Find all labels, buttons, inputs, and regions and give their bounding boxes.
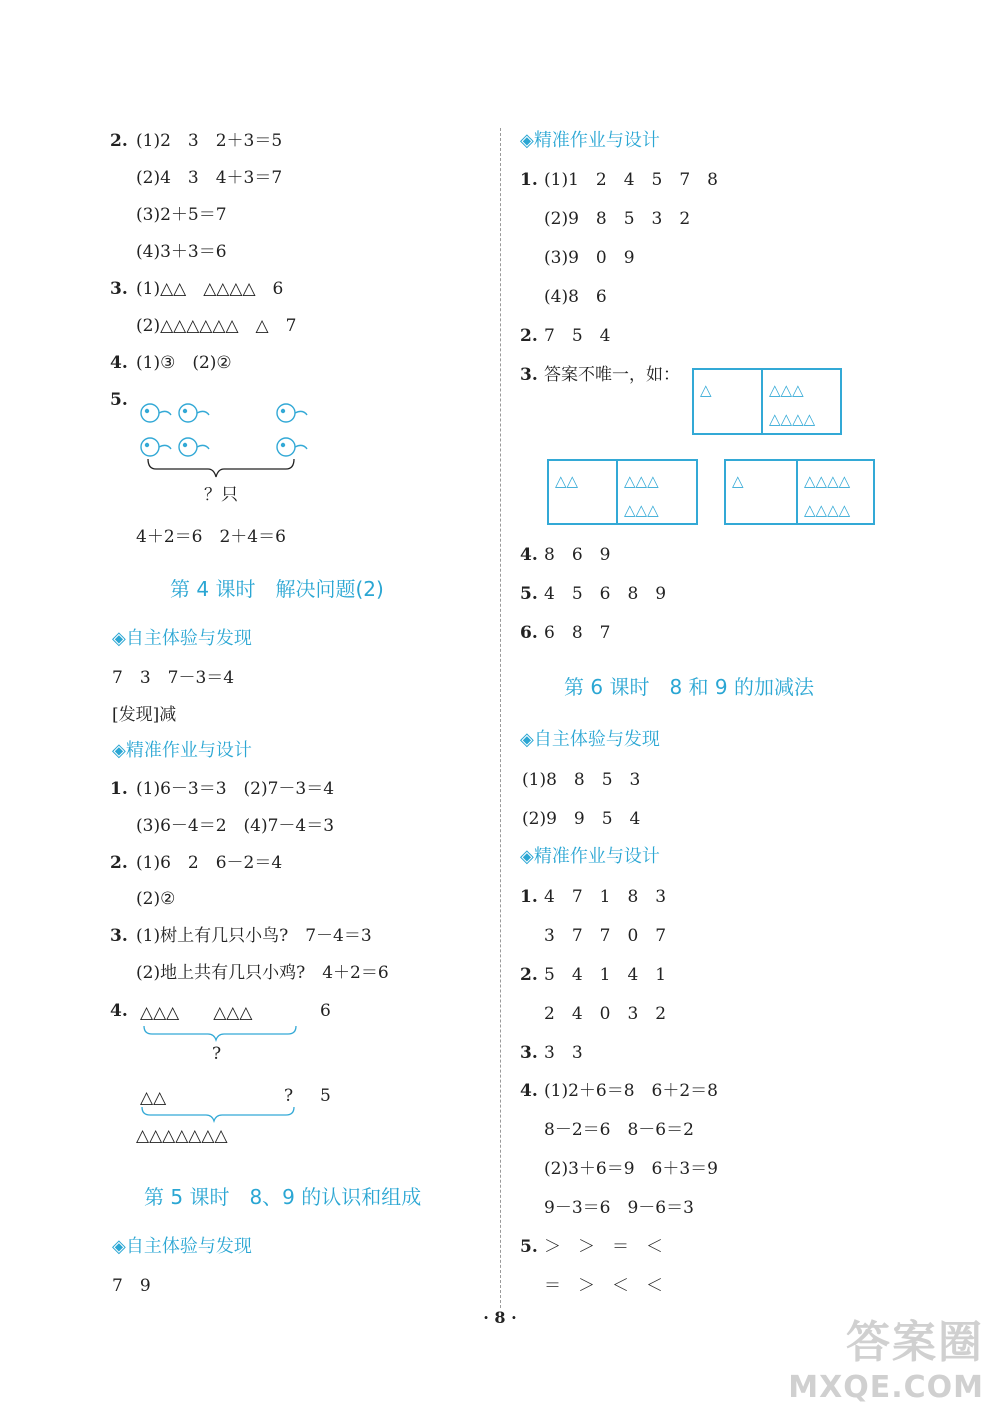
- question-number: 2.: [110, 853, 128, 873]
- triangle-box: [724, 459, 875, 525]
- answer-line: (1)2＋6＝8 6＋2＝8: [544, 1081, 718, 1101]
- answer-value: 5: [320, 1086, 331, 1106]
- answer-line: (2)②: [136, 889, 176, 909]
- answer-line: (1)③ (2)②: [136, 353, 232, 373]
- answer-line: 5 4 1 4 1: [544, 965, 667, 985]
- box-right-cell: △△△ △△△: [624, 472, 659, 519]
- triangle-row: △△△ △△△: [140, 1003, 253, 1023]
- question-number: 4.: [520, 545, 538, 565]
- answer-line: 7 9: [112, 1276, 151, 1296]
- answer-line: 7 5 4: [544, 326, 611, 346]
- answer-line: (2)地上共有几只小鸡? 4＋2＝6: [136, 963, 389, 983]
- question-number: 1.: [110, 779, 128, 799]
- answer-line: 2 4 0 3 2: [544, 1004, 667, 1024]
- question-number: 2.: [520, 326, 538, 346]
- question-number: 6.: [520, 623, 538, 643]
- tadpole-icon: [179, 404, 209, 422]
- triangle-box: [692, 368, 842, 435]
- question-number: 3.: [110, 926, 128, 946]
- answer-line: 4 7 1 8 3: [544, 887, 667, 907]
- triangle-row: △△: [140, 1088, 167, 1108]
- tadpole-illustration: [134, 395, 324, 485]
- answer-line: 4＋2＝6 2＋4＝6: [136, 527, 286, 547]
- answer-line: (2)9 9 5 4: [522, 809, 641, 829]
- answer-line: 9－3＝6 9－6＝3: [544, 1198, 694, 1218]
- page-number: · 8 ·: [483, 1308, 517, 1327]
- answer-line: [发现]减: [112, 705, 177, 725]
- section-heading: ◈精准作业与设计: [112, 740, 252, 761]
- box-left-cell: △: [726, 461, 798, 523]
- answer-line: 8－2＝6 8－6＝2: [544, 1120, 694, 1140]
- answer-line: 8 6 9: [544, 545, 611, 565]
- tadpole-icon: [277, 438, 307, 456]
- tadpole-icon: [141, 404, 171, 422]
- watermark-logo: [788, 1306, 984, 1405]
- answer-line: (3)9 0 9: [544, 248, 635, 268]
- answer-line: 3 3: [544, 1043, 583, 1063]
- answer-line: (1)树上有几只小鸟? 7－4＝3: [136, 926, 372, 946]
- answer-line: 6 8 7: [544, 623, 611, 643]
- brace-icon: [140, 1105, 300, 1125]
- question-number: 3.: [520, 1043, 538, 1063]
- section-heading: ◈自主体验与发现: [520, 729, 660, 750]
- question-mark: ?: [284, 1086, 294, 1106]
- box-right-cell: △△△ △△△△: [769, 381, 816, 428]
- answer-line: (4)8 6: [544, 287, 607, 307]
- lesson-6-title: 第 6 课时 8 和 9 的加减法: [564, 675, 814, 699]
- q2-number: 2.: [110, 131, 128, 151]
- section-heading: ◈精准作业与设计: [520, 846, 660, 867]
- answer-line: (2)4 3 4＋3＝7: [136, 168, 283, 188]
- question-number: 4.: [520, 1081, 538, 1101]
- q4-number: 4.: [110, 353, 128, 373]
- triangle-row: △△△△△△△: [136, 1126, 228, 1146]
- answer-line: ＞ ＞ ＝ ＜: [544, 1237, 663, 1257]
- q5-question: ？只: [204, 485, 238, 505]
- question-number: 1.: [520, 887, 538, 907]
- question-number: 4.: [110, 1001, 128, 1021]
- question-number: 3.: [520, 365, 538, 385]
- q3-number: 3.: [110, 279, 128, 299]
- triangle-box: [547, 459, 698, 525]
- question-mark: ?: [212, 1044, 222, 1064]
- answer-line: (1)8 8 5 3: [522, 770, 641, 790]
- answer-value: 6: [320, 1001, 331, 1021]
- answer-line: (1)1 2 4 5 7 8: [544, 170, 718, 190]
- answer-line: (1)△△ △△△△ 6: [136, 279, 284, 299]
- q5-number: 5.: [110, 390, 128, 410]
- box-left-cell: △△: [549, 461, 618, 523]
- brace-icon: [142, 1024, 302, 1044]
- box-right-cell: △△△△ △△△△: [804, 472, 851, 519]
- lesson-4-title: 第 4 课时 解决问题(2): [170, 577, 384, 601]
- answer-line: 4 5 6 8 9: [544, 584, 667, 604]
- section-heading: ◈自主体验与发现: [112, 628, 252, 649]
- answer-line: (3)2＋5＝7: [136, 205, 227, 225]
- question-number: 5.: [520, 1237, 538, 1257]
- answer-line: (2)3＋6＝9 6＋3＝9: [544, 1159, 718, 1179]
- question-number: 2.: [520, 965, 538, 985]
- answer-line: (1)6 2 6－2＝4: [136, 853, 283, 873]
- answer-line: 3 7 7 0 7: [544, 926, 667, 946]
- answer-line: (1)6－3＝3 (2)7－3＝4: [136, 779, 335, 799]
- column-divider: [500, 128, 501, 1308]
- tadpole-icon: [179, 438, 209, 456]
- question-number: 1.: [520, 170, 538, 190]
- answer-line: 答案不唯一，如：: [544, 365, 680, 385]
- answer-line: (2)9 8 5 3 2: [544, 209, 691, 229]
- question-number: 5.: [520, 584, 538, 604]
- tadpole-icon: [141, 438, 171, 456]
- watermark-url: MXQE.COM: [788, 1370, 984, 1405]
- watermark-title: 答案圈: [846, 1317, 984, 1368]
- answer-line: (3)6－4＝2 (4)7－4＝3: [136, 816, 335, 836]
- box-left-cell: △: [694, 370, 763, 433]
- tadpole-icon: [277, 404, 307, 422]
- answer-line: ＝ ＞ ＜ ＜: [544, 1276, 663, 1296]
- answer-line: (4)3＋3＝6: [136, 242, 227, 262]
- section-heading: ◈精准作业与设计: [520, 130, 660, 151]
- answer-line: 7 3 7－3＝4: [112, 668, 235, 688]
- answer-line: (2)△△△△△△ △ 7: [136, 316, 297, 336]
- answer-line: (1)2 3 2＋3＝5: [136, 131, 283, 151]
- section-heading: ◈自主体验与发现: [112, 1236, 252, 1257]
- lesson-5-title: 第 5 课时 8、9 的认识和组成: [144, 1185, 422, 1209]
